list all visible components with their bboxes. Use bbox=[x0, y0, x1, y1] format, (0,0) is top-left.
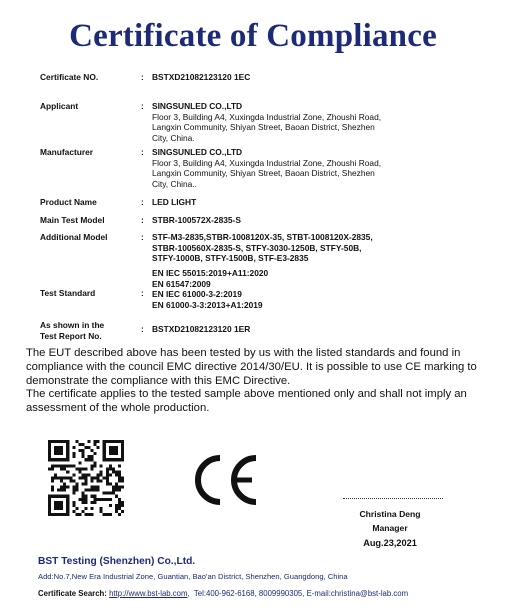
colon: : bbox=[141, 72, 144, 82]
additional-model-label: Additional Model bbox=[40, 232, 108, 242]
colon: : bbox=[141, 215, 144, 225]
website-link[interactable]: http://www.bst-lab.com bbox=[109, 589, 188, 598]
manufacturer-value bbox=[152, 147, 442, 189]
report-no-value: BSTXD21082123120 1ER bbox=[152, 324, 251, 334]
report-no-label-line: Test Report No. bbox=[40, 330, 102, 341]
additional-model-line: STF-M3-2835,STBR-1008120X-35, STBT-1008120X-2835, bbox=[152, 232, 373, 242]
issuer-contact: Certificate Search: http://www.bst-lab.com, Tel:400-962-6168, 8009990305, E-mail:christina@bst-lab.com bbox=[38, 589, 409, 598]
test-standard-line: EN IEC 61000-3-2:2019 bbox=[152, 289, 242, 299]
issuer-tel: Tel:400-962-6168, 8009990305 bbox=[193, 589, 303, 598]
colon: : bbox=[141, 288, 144, 298]
report-no-label-line: As shown in the bbox=[40, 320, 105, 330]
manufacturer-address-line: Langxin Community, Shiyan Street, Baoan District, Shezhen bbox=[152, 168, 375, 178]
certificate-no-value: BSTXD21082123120 1EC bbox=[152, 72, 251, 82]
colon: : bbox=[141, 324, 144, 334]
manufacturer-address-line: Floor 3, Building A4, Xuxingda Industrial Zone, Zhoushi Road, bbox=[152, 157, 382, 168]
certificate-no-label: Certificate NO. bbox=[40, 72, 99, 82]
signature-line bbox=[343, 498, 443, 499]
test-standard-line: EN 61547:2009 bbox=[152, 278, 211, 289]
signatory-name: Christina Deng bbox=[359, 509, 421, 519]
test-standard-line: EN IEC 55015:2019+A11:2020 bbox=[152, 268, 269, 278]
test-standard-value bbox=[152, 268, 442, 310]
colon: : bbox=[141, 197, 144, 207]
manufacturer-label: Manufacturer bbox=[40, 147, 94, 157]
additional-model-line: STFY-1000B, STFY-1500B, STF-E3-2835 bbox=[152, 253, 309, 263]
applicant-address-line: Langxin Community, Shiyan Street, Baoan District, Shezhen bbox=[152, 122, 375, 132]
applicant-value bbox=[152, 101, 442, 143]
product-name-label: Product Name bbox=[40, 197, 97, 207]
applicant-address-line: City, China. bbox=[152, 132, 195, 143]
test-standard-line: EN 61000-3-3:2013+A1:2019 bbox=[152, 299, 263, 310]
additional-model-value bbox=[152, 232, 442, 264]
issuer-address: Add:No.7,New Era Industrial Zone, Guantian, Bao'an District, Shenzhen, Guangdong, China bbox=[38, 572, 348, 581]
qr-code-icon bbox=[48, 440, 124, 516]
applicant-label: Applicant bbox=[40, 101, 79, 111]
issuer-email[interactable]: E-mail:christina@bst-lab.com bbox=[306, 589, 409, 598]
certificate-date: Aug.23,2021 bbox=[363, 538, 417, 548]
colon: : bbox=[141, 101, 144, 111]
ce-mark-icon bbox=[190, 452, 264, 508]
issuer-company: BST Testing (Shenzhen) Co.,Ltd. bbox=[38, 556, 196, 567]
main-test-model-label: Main Test Model bbox=[40, 215, 105, 225]
report-no-label bbox=[40, 320, 140, 341]
main-test-model-value: STBR-100572X-2835-S bbox=[152, 215, 241, 225]
manufacturer-address-line: City, China.. bbox=[152, 178, 197, 189]
statement-paragraph: The certificate applies to the tested sample above mentioned only and shall not imply an assessment of the whole production. bbox=[26, 388, 467, 415]
additional-model-line: STBR-100560X-2835-S, STFY-3030-1250B, STFY-50B, bbox=[152, 242, 362, 253]
colon: : bbox=[141, 232, 144, 242]
manufacturer-name: SINGSUNLED CO.,LTD bbox=[152, 147, 243, 157]
certificate-title: Certificate of Compliance bbox=[69, 18, 437, 54]
compliance-statement bbox=[26, 347, 486, 416]
applicant-address-line: Floor 3, Building A4, Xuxingda Industrial Zone, Zhoushi Road, bbox=[152, 111, 382, 122]
statement-paragraph: The EUT described above has been tested by us with the listed standards and found in compliance with the council EMC directive 2014/30/EU. It is possible to use CE marking to demonstrate the compliance with this EMC Directive. bbox=[26, 347, 477, 387]
applicant-name: SINGSUNLED CO.,LTD bbox=[152, 101, 243, 111]
colon: : bbox=[141, 147, 144, 157]
product-name-value: LED LIGHT bbox=[152, 197, 197, 207]
test-standard-label: Test Standard bbox=[40, 288, 96, 298]
signatory-title: Manager bbox=[372, 523, 408, 533]
certificate-search-label: Certificate Search: bbox=[38, 589, 107, 598]
